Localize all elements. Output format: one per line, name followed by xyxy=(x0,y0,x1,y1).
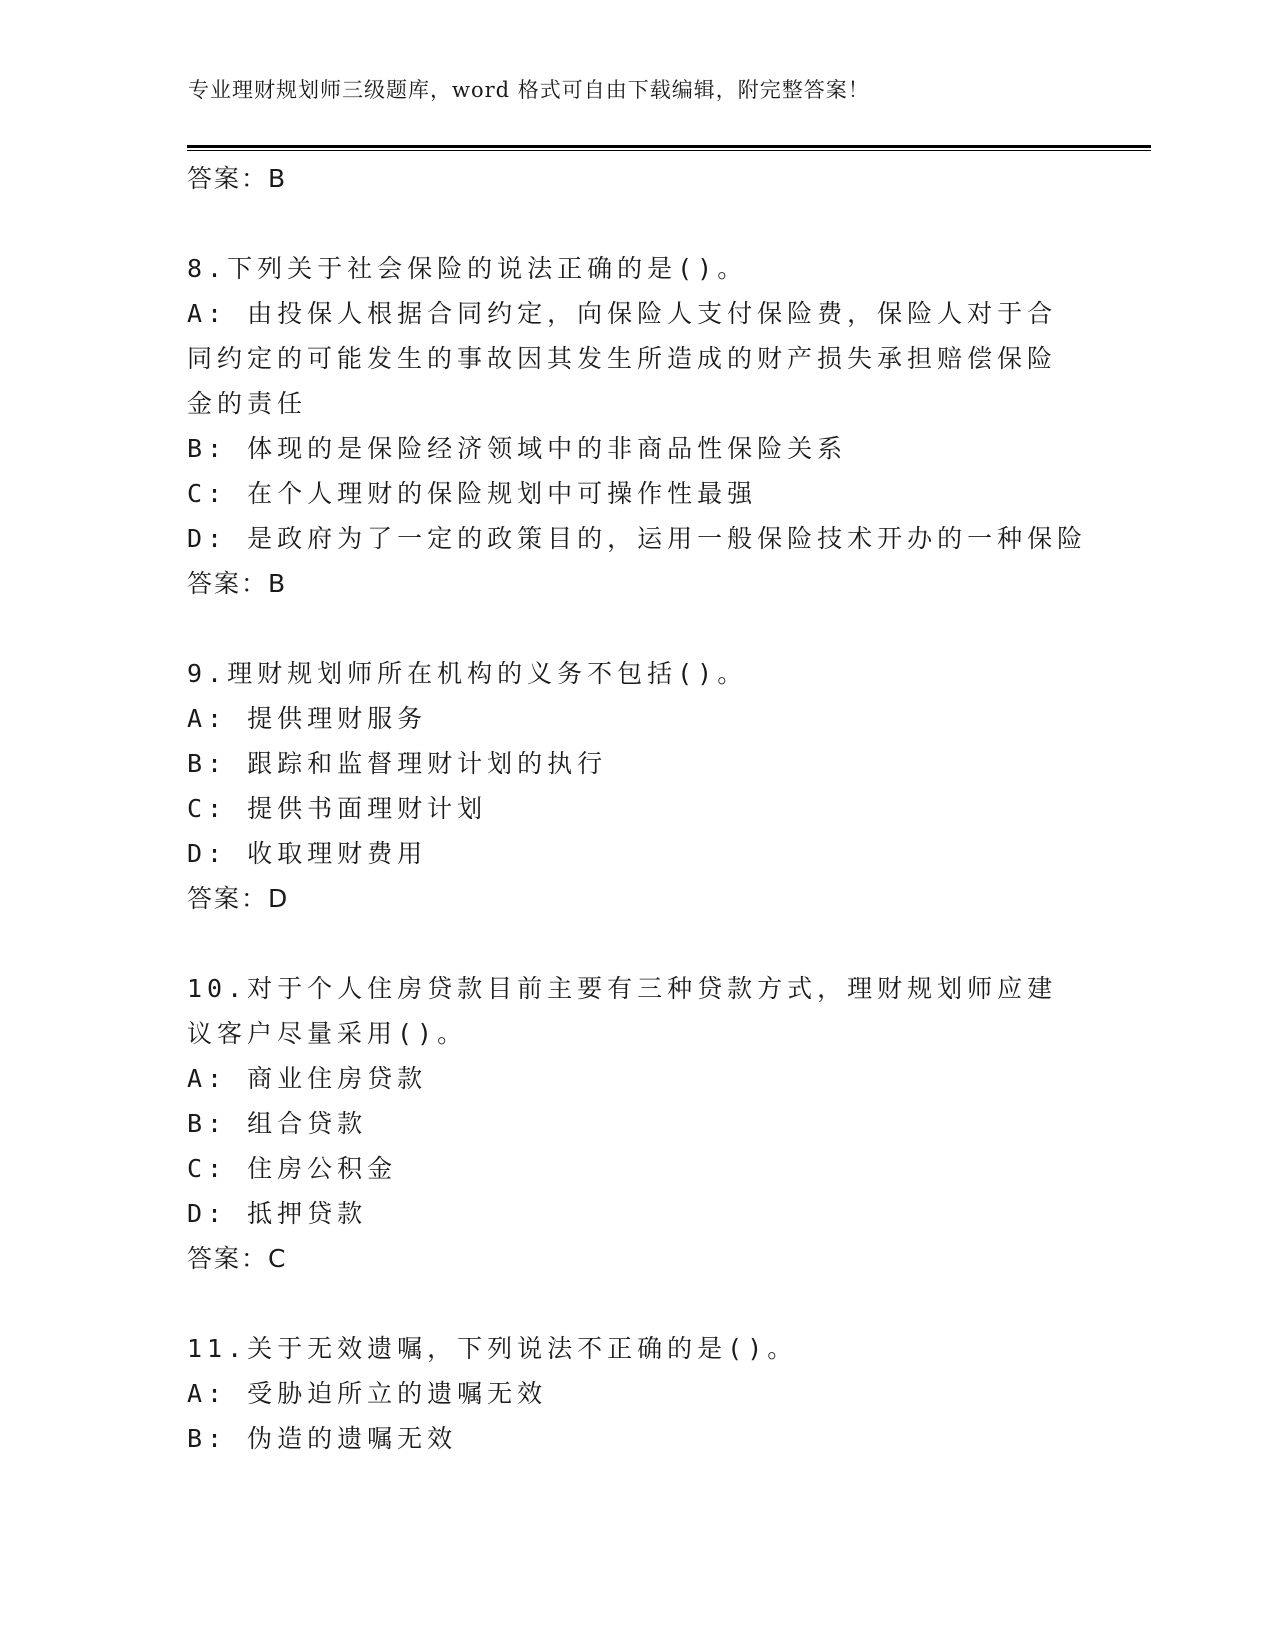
option-c: C: 提供书面理财计划 xyxy=(187,794,488,823)
option-a: A: 受胁迫所立的遗嘱无效 xyxy=(187,1379,548,1408)
spacer xyxy=(187,606,1087,651)
option-a: A: 由投保人根据合同约定，向保险人支付保险费，保险人对于合同约定的可能发生的事故因其发生所造成的财产损失承担赔偿保险金的责任 xyxy=(187,299,1058,418)
header-rule-thin xyxy=(187,150,1151,151)
question-block xyxy=(187,246,1087,606)
question-block xyxy=(187,651,1087,921)
question-stem: 10.对于个人住房贷款目前主要有三种贷款方式，理财规划师应建议客户尽量采用()。 xyxy=(187,974,1058,1048)
page-header: 专业理财规划师三级题库，word 格式可自由下载编辑，附完整答案！ xyxy=(188,78,870,102)
option-d: D: 收取理财费用 xyxy=(187,839,428,868)
option-b: B: 体现的是保险经济领域中的非商品性保险关系 xyxy=(187,434,848,463)
option-c: C: 在个人理财的保险规划中可操作性最强 xyxy=(187,479,758,508)
option-a: A: 商业住房贷款 xyxy=(187,1064,428,1093)
spacer xyxy=(187,201,1087,246)
question-list xyxy=(187,156,1087,1461)
option-b: B: 跟踪和监督理财计划的执行 xyxy=(187,749,608,778)
question-stem: 11.关于无效遗嘱，下列说法不正确的是()。 xyxy=(187,1334,798,1363)
option-b: B: 组合贷款 xyxy=(187,1109,368,1138)
question-block xyxy=(187,1326,1087,1461)
question-stem: 9.理财规划师所在机构的义务不包括()。 xyxy=(187,659,748,688)
spacer xyxy=(187,1281,1087,1326)
option-c: C: 住房公积金 xyxy=(187,1154,398,1183)
answer-line: 答案：B xyxy=(187,569,288,598)
question-block xyxy=(187,966,1087,1281)
answer-line: 答案：D xyxy=(187,884,290,913)
spacer xyxy=(187,921,1087,966)
answer-line: 答案：C xyxy=(187,1244,288,1273)
answer-line: 答案：B xyxy=(187,164,288,193)
option-d: D: 抵押贷款 xyxy=(187,1199,368,1228)
option-d: D: 是政府为了一定的政策目的，运用一般保险技术开办的一种保险 xyxy=(187,524,1088,553)
header-rule-thick xyxy=(187,145,1151,148)
option-a: A: 提供理财服务 xyxy=(187,704,428,733)
option-b: B: 伪造的遗嘱无效 xyxy=(187,1424,458,1453)
question-stem: 8.下列关于社会保险的说法正确的是()。 xyxy=(187,254,748,283)
